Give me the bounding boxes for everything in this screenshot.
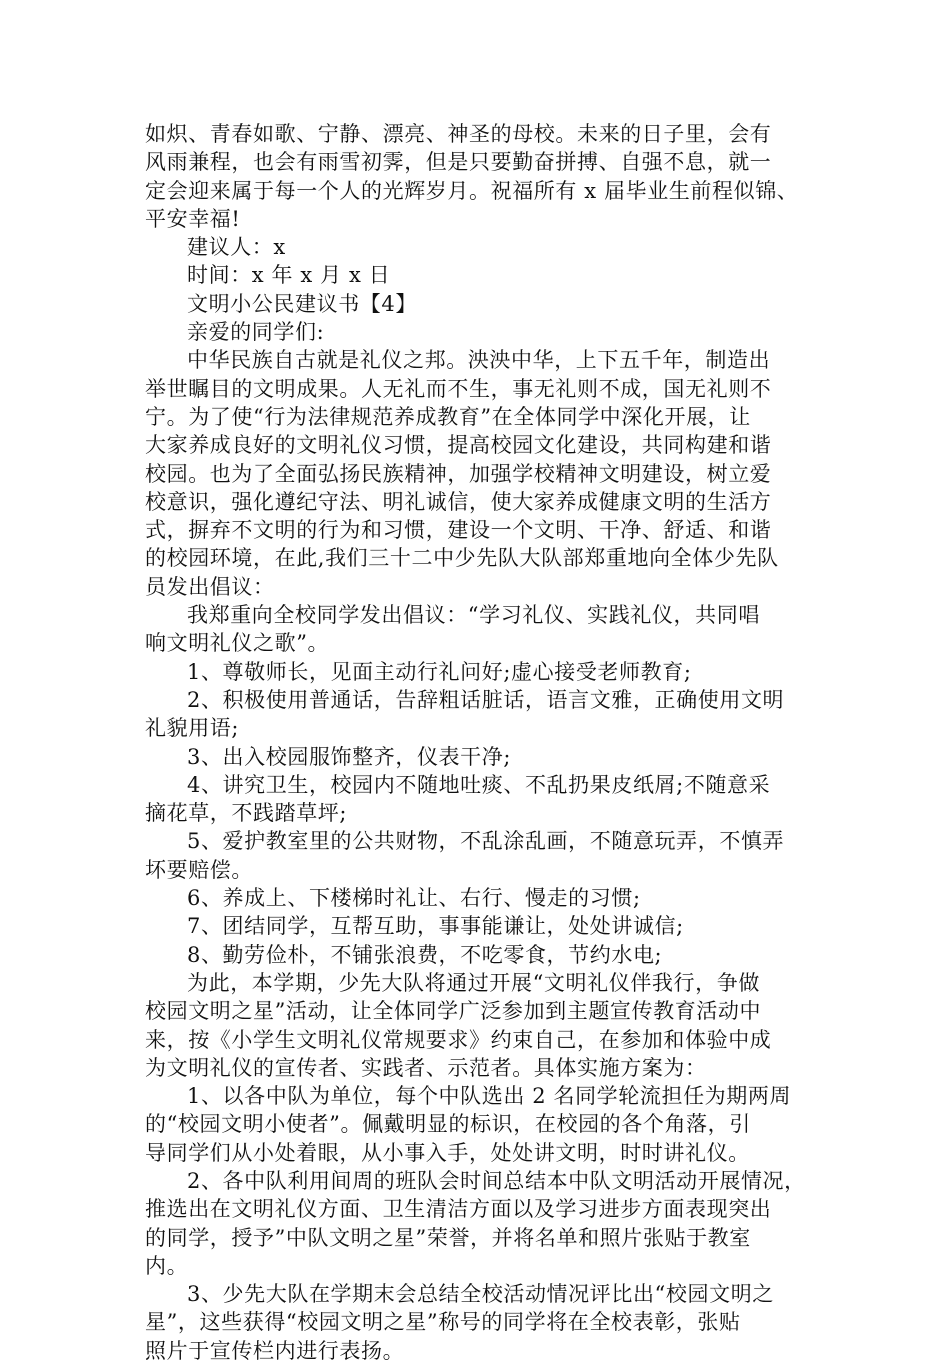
text-line: 员发出倡议：: [145, 574, 275, 599]
text-line: 如炽、青春如歌、宁静、漂亮、神圣的母校。未来的日子里，会有: [145, 122, 772, 146]
text-line: 坏要赔偿。: [145, 857, 253, 882]
text-line: 的校园环境，在此,我们三十二中少先队大队部郑重地向全体少先队: [145, 546, 779, 571]
text-line: 照片于宣传栏内进行表扬。: [145, 1338, 405, 1363]
text-line: 5、爱护教室里的公共财物，不乱涂乱画，不随意玩弄，不慎弄: [187, 829, 785, 854]
text-line: 8、勤劳俭朴，不铺张浪费，不吃零食，节约水电;: [187, 942, 663, 967]
text-line: 宁。为了使“行为法律规范养成教育”在全体同学中深化开展，让: [145, 404, 751, 429]
document-page: [145, 120, 807, 1365]
text-line: 式，摒弃不文明的行为和习惯，建设一个文明、干净、舒适、和谐: [145, 518, 772, 543]
text-line: 的同学，授予”中队文明之星”荣誉，并将名单和照片张贴于教室: [145, 1225, 751, 1250]
text-line: 3、少先大队在学期末会总结全校活动情况评比出“校园文明之: [187, 1282, 774, 1307]
text-line: 6、养成上、下楼梯时礼让、右行、慢走的习惯;: [187, 886, 641, 911]
text-line: 推选出在文明礼仪方面、卫生清洁方面以及学习进步方面表现突出: [145, 1197, 772, 1222]
text-line: 响文明礼仪之歌”。: [145, 631, 330, 656]
text-line: 为此，本学期，少先大队将通过开展“文明礼仪伴我行，争做: [187, 970, 760, 995]
text-line: 摘花草，不践踏草坪;: [145, 801, 348, 826]
text-line: 时间：x 年 x 月 x 日: [187, 263, 391, 288]
text-line: 4、讲究卫生，校园内不随地吐痰、不乱扔果皮纸屑;不随意采: [187, 772, 771, 797]
text-line: 内。: [145, 1253, 189, 1278]
text-line: 定会迎来属于每一个人的光辉岁月。祝福所有 x 届毕业生前程似锦、: [145, 178, 799, 203]
text-line: 校园。也为了全面弘扬民族精神，加强学校精神文明建设，树立爱: [145, 461, 772, 486]
text-line: 礼貌用语;: [145, 716, 240, 741]
text-line: 校园文明之星”活动，让全体同学广泛参加到主题宣传教育活动中: [145, 999, 762, 1024]
text-line: 中华民族自古就是礼仪之邦。泱泱中华，上下五千年，制造出: [187, 348, 771, 373]
text-line: 2、各中队利用间周的班队会时间总结本中队文明活动开展情况，: [187, 1168, 806, 1193]
text-line: 大家养成良好的文明礼仪习惯，提高校园文化建设，共同构建和谐: [145, 433, 772, 458]
text-line: 亲爱的同学们:: [187, 320, 325, 345]
text-line: 导同学们从小处着眼，从小事入手，处处讲文明，时时讲礼仪。: [145, 1140, 750, 1165]
text-line: 3、出入校园服饰整齐，仪表干净;: [187, 744, 512, 769]
text-line: 1、尊敬师长，见面主动行礼问好;虚心接受老师教育;: [187, 659, 692, 684]
text-line: 为文明礼仪的宣传者、实践者、示范者。具体实施方案为：: [145, 1055, 707, 1080]
text-line: 2、积极使用普通话，告辞粗话脏话，语言文雅，正确使用文明: [187, 687, 785, 712]
text-line: 建议人：x: [187, 235, 286, 260]
text-line: 来，按《小学生文明礼仪常规要求》约束自己，在参加和体验中成: [145, 1027, 772, 1052]
text-line: 1、以各中队为单位，每个中队选出 2 名同学轮流担任为期两周: [187, 1084, 792, 1109]
text-line: 星”，这些获得“校园文明之星”称号的同学将在全校表彰，张贴: [145, 1310, 741, 1335]
text-line: 举世瞩目的文明成果。人无礼而不生，事无礼则不成，国无礼则不: [145, 376, 772, 401]
text-line: 校意识，强化遵纪守法、明礼诚信，使大家养成健康文明的生活方: [145, 489, 772, 514]
text-line: 7、团结同学，互帮互助，事事能谦让，处处讲诚信;: [187, 914, 684, 939]
text-line: 我郑重向全校同学发出倡议：“学习礼仪、实践礼仪，共同唱: [187, 603, 760, 628]
text-line: 平安幸福!: [145, 206, 241, 231]
text-line: 风雨兼程，也会有雨雪初霁，但是只要勤奋拼搏、自强不息，就一: [145, 150, 772, 175]
text-line: 文明小公民建议书【4】: [187, 291, 417, 316]
text-line: 的“校园文明小使者”。佩戴明显的标识，在校园的各个角落，引: [145, 1112, 751, 1137]
